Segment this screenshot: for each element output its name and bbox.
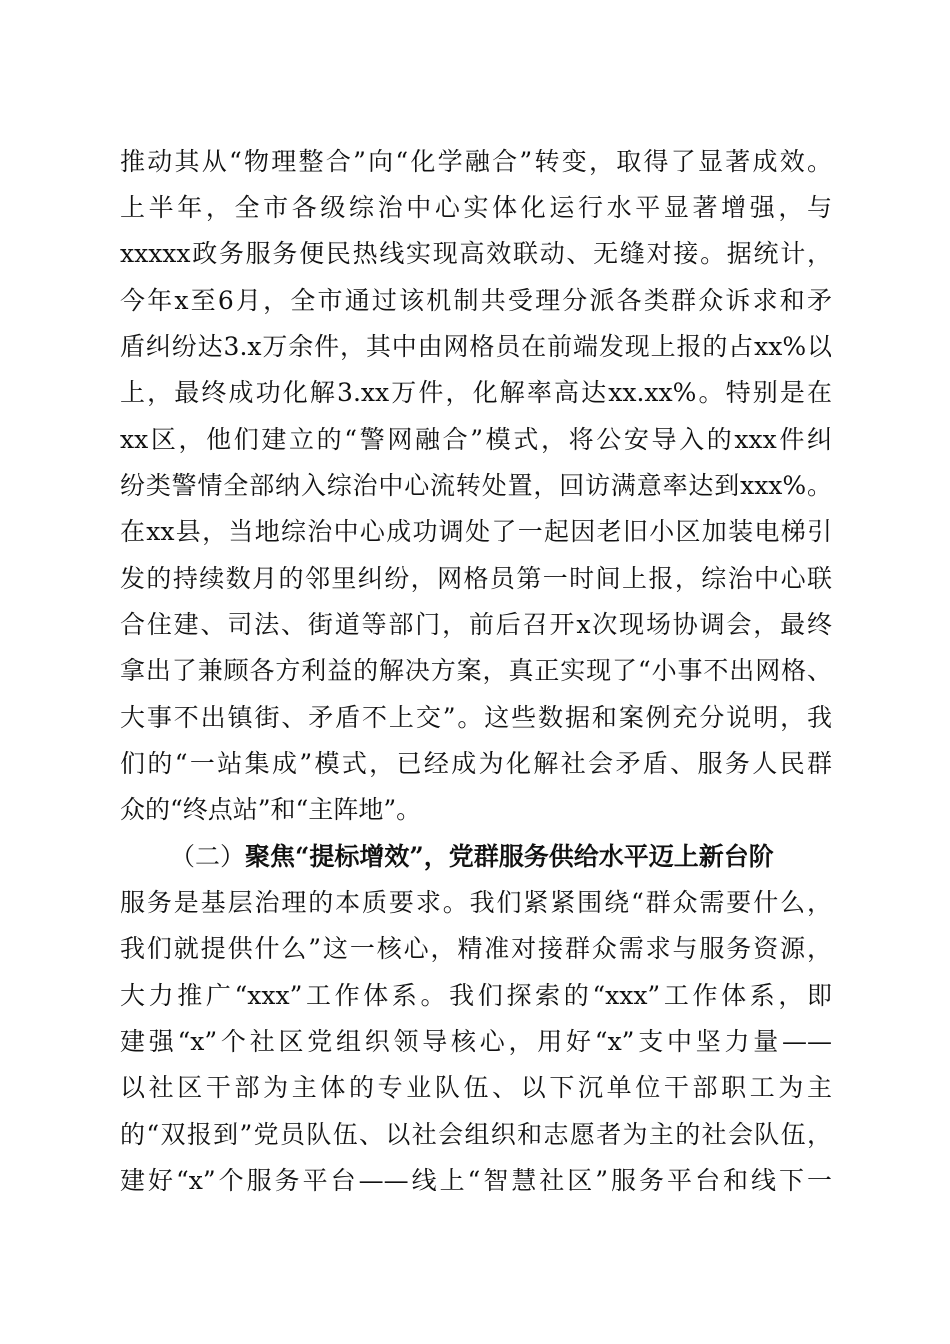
- section-heading-number: （二）: [170, 842, 246, 871]
- paragraph-line: 纷类警情全部纳入综治中心流转处置，回访满意率达到xxx%。: [120, 471, 832, 500]
- paragraph-line: 推动其从“物理整合”向“化学融合”转变，取得了显著成效。: [120, 147, 832, 176]
- paragraph-line: 们的“一站集成”模式，已经成为化解社会矛盾、服务人民群: [120, 749, 832, 778]
- paragraph-line: xx区，他们建立的“警网融合”模式，将公安导入的xxx件纠: [120, 425, 832, 454]
- paragraph-line: 上，最终成功化解3.xx万件，化解率高达xx.xx%。特别是在: [120, 378, 832, 407]
- paragraph-line: 今年x至6月，全市通过该机制共受理分派各类群众诉求和矛: [120, 286, 832, 315]
- paragraph-line: xxxxx政务服务便民热线实现高效联动、无缝对接。据统计，: [120, 239, 832, 268]
- paragraph-line: 以社区干部为主体的专业队伍、以下沉单位干部职工为主: [120, 1073, 832, 1102]
- section-heading-text: 聚焦“提标增效”，党群服务供给水平迈上新台阶: [245, 842, 774, 871]
- paragraph-line: 在xx县，当地综治中心成功调处了一起因老旧小区加装电梯引: [120, 517, 832, 546]
- section-heading: [170, 837, 830, 877]
- paragraph-line: 拿出了兼顾各方利益的解决方案，真正实现了“小事不出网格、: [120, 656, 832, 685]
- paragraph-line: 发的持续数月的邻里纠纷，网格员第一时间上报，综治中心联: [120, 564, 832, 593]
- paragraph-line: 大事不出镇街、矛盾不上交”。这些数据和案例充分说明，我: [120, 703, 832, 732]
- paragraph-line: 我们就提供什么”这一核心，精准对接群众需求与服务资源，: [120, 934, 832, 963]
- paragraph-line: 众的“终点站”和“主阵地”。: [120, 795, 422, 824]
- paragraph-line: 上半年，全市各级综治中心实体化运行水平显著增强，与: [120, 193, 832, 222]
- paragraph-line: 建好“x”个服务平台——线上“智慧社区”服务平台和线下一: [120, 1166, 832, 1195]
- paragraph-line: 建强“x”个社区党组织领导核心，用好“x”支中坚力量——: [120, 1027, 832, 1056]
- paragraph-line: 服务是基层治理的本质要求。我们紧紧围绕“群众需要什么，: [120, 888, 832, 917]
- paragraph-line: 的“双报到”党员队伍、以社会组织和志愿者为主的社会队伍，: [120, 1120, 832, 1149]
- paragraph-line: 合住建、司法、街道等部门，前后召开x次现场协调会，最终: [120, 610, 832, 639]
- paragraph-line: 大力推广“xxx”工作体系。我们探索的“xxx”工作体系，即: [120, 981, 832, 1010]
- paragraph-line: 盾纠纷达3.x万余件，其中由网格员在前端发现上报的占xx%以: [120, 332, 832, 361]
